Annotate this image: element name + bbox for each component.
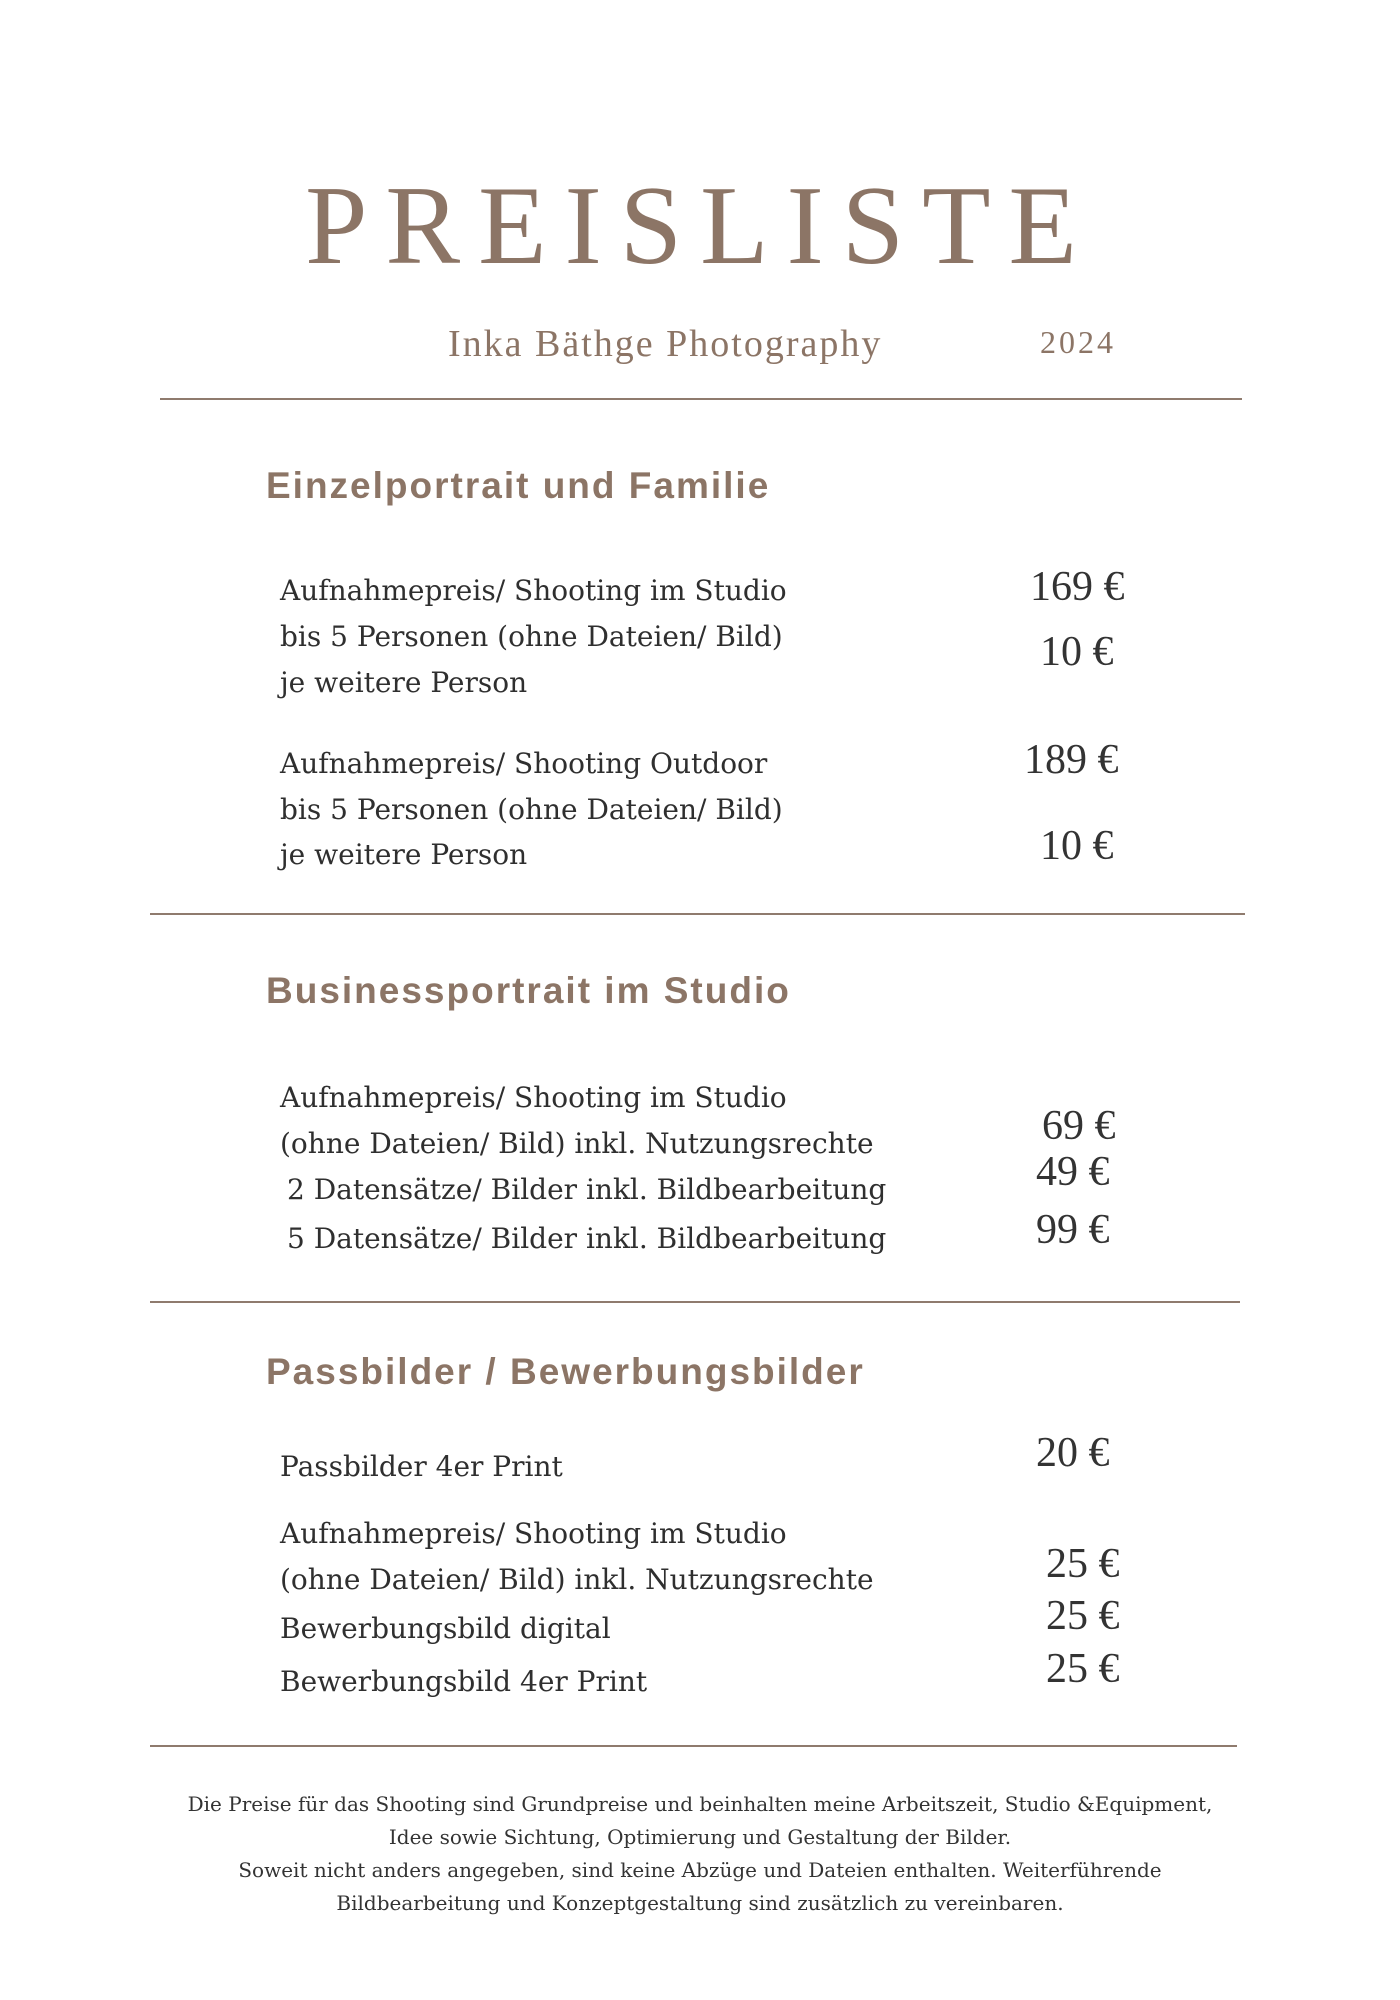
divider [150,913,1245,915]
footer-line: Die Preise für das Shooting sind Grundpreise und beinhalten meine Arbeitszeit, Studio &Equipment, [187,1792,1213,1816]
footer-line: Idee sowie Sichtung, Optimierung und Gestaltung der Bilder. [388,1825,1012,1849]
service-line: bis 5 Personen (ohne Dateien/ Bild) [280,793,783,826]
price-value: 20 € [1036,1430,1110,1476]
service-line: Bewerbungsbild 4er Print [280,1665,648,1698]
price-value: 25 € [1046,1541,1120,1587]
service-line: Aufnahmepreis/ Shooting im Studio [280,1081,787,1114]
service-line: Aufnahmepreis/ Shooting im Studio [280,1517,787,1550]
price-value: 99 € [1036,1207,1110,1253]
service-line: (ohne Dateien/ Bild) inkl. Nutzungsrechte [280,1127,874,1160]
section-heading-passport-photos: Passbilder / Bewerbungsbilder [266,1351,865,1392]
section-heading-portrait-family: Einzelportrait und Familie [266,465,771,506]
service-line: Aufnahmepreis/ Shooting Outdoor [280,747,768,780]
price-value: 10 € [1040,629,1114,675]
service-line: (ohne Dateien/ Bild) inkl. Nutzungsrechte [280,1563,874,1596]
price-value: 189 € [1024,737,1119,783]
footer-line: Bildbearbeitung und Konzeptgestaltung sind zusätzlich zu vereinbaren. [336,1891,1064,1915]
price-value: 25 € [1046,1593,1120,1639]
price-value: 69 € [1042,1103,1116,1149]
footer-line: Soweit nicht anders angegeben, sind keine Abzüge und Dateien enthalten. Weiterführende [238,1858,1162,1882]
service-line: Aufnahmepreis/ Shooting im Studio [280,574,787,607]
price-value: 10 € [1040,823,1114,869]
price-value: 25 € [1046,1646,1120,1692]
page-title: PREISLISTE [305,164,1095,288]
service-line: bis 5 Personen (ohne Dateien/ Bild) [280,620,783,653]
service-line: Bewerbungsbild digital [280,1612,611,1645]
studio-name: Inka Bäthge Photography [448,323,883,365]
price-list-year: 2024 [1040,324,1116,360]
footer-note [100,1788,1300,1920]
service-line: 2 Datensätze/ Bilder inkl. Bildbearbeitung [287,1173,887,1206]
divider [150,1745,1237,1747]
price-value: 49 € [1036,1149,1110,1195]
divider [160,398,1242,400]
service-line: 5 Datensätze/ Bilder inkl. Bildbearbeitung [287,1222,887,1255]
divider [150,1301,1240,1303]
service-line: je weitere Person [280,838,528,871]
section-heading-business-portrait: Businessportrait im Studio [266,970,791,1011]
service-line: je weitere Person [280,666,528,699]
service-line: Passbilder 4er Print [280,1450,563,1483]
price-value: 169 € [1030,564,1125,610]
